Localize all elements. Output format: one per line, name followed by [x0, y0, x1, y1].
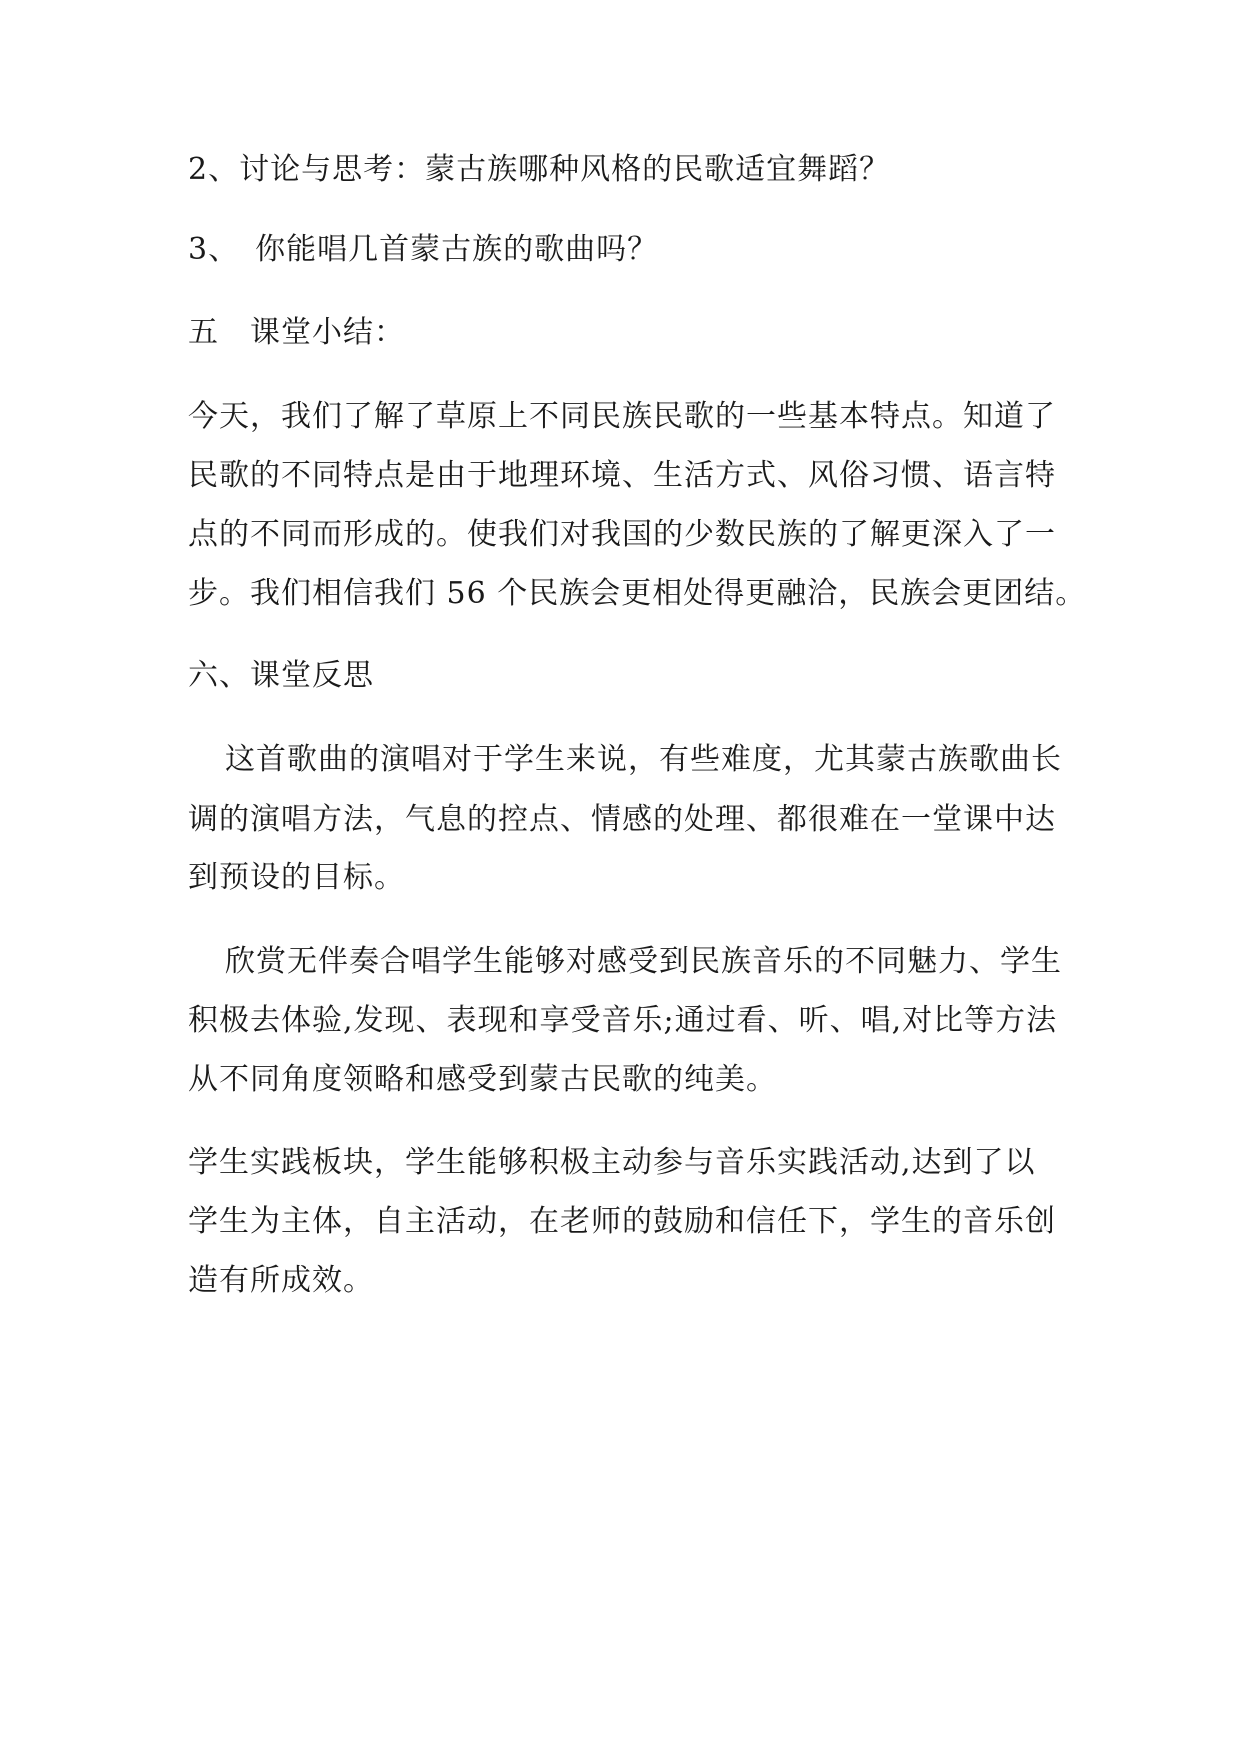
reflection-p1-line-2: 调的演唱方法，气息的控点、情感的处理、都很难在一堂课中达 [188, 802, 1056, 837]
summary-line-3: 点的不同而形成的。使我们对我国的少数民族的了解更深入了一 [188, 517, 1056, 552]
reflection-p3-line-2: 学生为主体，自主活动，在老师的鼓励和信任下，学生的音乐创 [188, 1204, 1056, 1239]
summary-line-4: 步。我们相信我们 56 个民族会更相处得更融洽，民族会更团结。 [188, 576, 1087, 611]
reflection-p3-line-1: 学生实践板块，学生能够积极主动参与音乐实践活动,达到了以 [188, 1145, 1036, 1180]
reflection-p3-line-3: 造有所成效。 [188, 1263, 374, 1298]
reflection-p1-line-3: 到预设的目标。 [188, 860, 405, 895]
section-six-heading: 六、课堂反思 [188, 658, 374, 693]
discussion-question-3: 3、 你能唱几首蒙古族的歌曲吗？ [188, 232, 659, 267]
summary-line-2: 民歌的不同特点是由于地理环境、生活方式、风俗习惯、语言特 [188, 458, 1056, 493]
section-five-heading: 五 课堂小结： [188, 315, 405, 350]
discussion-question-2: 2、讨论与思考：蒙古族哪种风格的民歌适宜舞蹈？ [188, 152, 891, 187]
reflection-p1-line-1: 这首歌曲的演唱对于学生来说，有些难度，尤其蒙古族歌曲长 [225, 742, 1062, 777]
reflection-p2-line-3: 从不同角度领略和感受到蒙古民歌的纯美。 [188, 1062, 777, 1097]
summary-line-1: 今天，我们了解了草原上不同民族民歌的一些基本特点。知道了 [188, 399, 1056, 434]
reflection-p2-line-2: 积极去体验,发现、表现和享受音乐;通过看、听、唱,对比等方法 [188, 1003, 1058, 1038]
reflection-p2-line-1: 欣赏无伴奏合唱学生能够对感受到民族音乐的不同魅力、学生 [225, 944, 1062, 979]
